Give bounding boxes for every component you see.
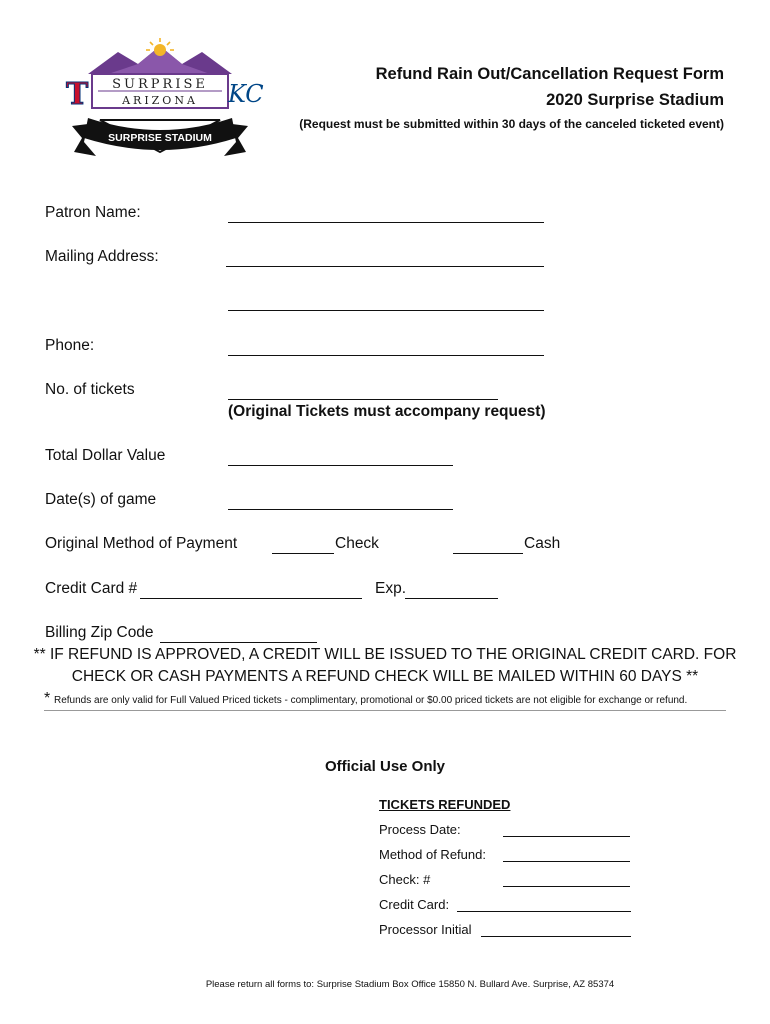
- num-tickets-field[interactable]: [228, 399, 498, 400]
- submission-note: (Request must be submitted within 30 days of the canceled ticketed event): [299, 117, 724, 131]
- rangers-logo-icon: [66, 77, 89, 112]
- footnote-divider: [44, 710, 726, 711]
- credit-card-field[interactable]: [140, 598, 362, 599]
- check-number-label: Check: #: [379, 872, 431, 887]
- payment-method-label: Original Method of Payment: [45, 535, 238, 552]
- refund-method-label: Method of Refund:: [379, 847, 486, 862]
- official-credit-card-field[interactable]: [457, 911, 631, 912]
- official-use-heading: Official Use Only: [324, 758, 446, 775]
- tickets-note: (Original Tickets must accompany request): [228, 403, 546, 420]
- exp-label: Exp.: [375, 580, 407, 597]
- form-subtitle: 2020 Surprise Stadium: [546, 91, 724, 109]
- official-credit-card-label: Credit Card:: [379, 897, 450, 912]
- credit-card-label: Credit Card #: [45, 580, 138, 597]
- mailing-address-label: Mailing Address:: [45, 248, 159, 265]
- billing-zip-field[interactable]: [160, 642, 317, 643]
- process-date-label: Process Date:: [379, 822, 461, 837]
- refund-method-field[interactable]: [503, 861, 630, 862]
- svg-text:T: T: [66, 77, 89, 112]
- processor-initial-label: Processor Initial: [379, 922, 472, 937]
- total-value-label: Total Dollar Value: [45, 447, 166, 464]
- num-tickets-label: No. of tickets: [45, 381, 135, 398]
- cash-option-label: Cash: [524, 535, 561, 552]
- svg-text:KC: KC: [228, 80, 264, 108]
- tickets-refunded-heading: TICKETS REFUNDED: [379, 797, 511, 812]
- check-option-label: Check: [335, 535, 379, 552]
- mailing-address-field-1[interactable]: [226, 266, 544, 267]
- patron-name-field[interactable]: [228, 222, 544, 223]
- form-title: Refund Rain Out/Cancellation Request Form: [375, 65, 724, 83]
- game-dates-field[interactable]: [228, 509, 453, 510]
- processor-initial-field[interactable]: [481, 936, 631, 937]
- check-number-field[interactable]: [503, 886, 630, 887]
- billing-zip-label: Billing Zip Code: [45, 624, 154, 641]
- phone-label: Phone:: [45, 337, 95, 354]
- exp-field[interactable]: [405, 598, 498, 599]
- logo-graphic: [60, 38, 270, 163]
- cash-blank[interactable]: [453, 553, 523, 554]
- game-dates-label: Date(s) of game: [45, 491, 157, 508]
- patron-name-label: Patron Name:: [45, 204, 141, 221]
- refund-eligibility-footnote: Refunds are only valid for Full Valued Priced tickets - complimentary, promotional or $0.00 priced tickets are not eligible for exchange or refund.: [54, 695, 688, 706]
- check-blank[interactable]: [272, 553, 334, 554]
- refund-notice-line-2: CHECK OR CASH PAYMENTS A REFUND CHECK WILL BE MAILED WITHIN 60 DAYS **: [71, 668, 699, 685]
- royals-logo-icon: [227, 80, 264, 108]
- svg-text:SURPRISE: SURPRISE: [112, 77, 208, 92]
- refund-notice-line-1: ** IF REFUND IS APPROVED, A CREDIT WILL BE ISSUED TO THE ORIGINAL CREDIT CARD. FOR: [33, 646, 737, 663]
- surprise-stadium-logo: [60, 38, 270, 163]
- total-value-field[interactable]: [228, 465, 453, 466]
- mailing-address-field-2[interactable]: [228, 310, 544, 311]
- footnote-asterisk: *: [44, 690, 51, 707]
- svg-text:ARIZONA: ARIZONA: [122, 94, 198, 107]
- svg-text:SURPRISE STADIUM: SURPRISE STADIUM: [108, 132, 212, 144]
- sun-icon: [146, 38, 174, 56]
- return-address-footer: Please return all forms to: Surprise Stadium Box Office 15850 N. Bullard Ave. Surprise, AZ 85374: [205, 979, 615, 990]
- phone-field[interactable]: [228, 355, 544, 356]
- process-date-field[interactable]: [503, 836, 630, 837]
